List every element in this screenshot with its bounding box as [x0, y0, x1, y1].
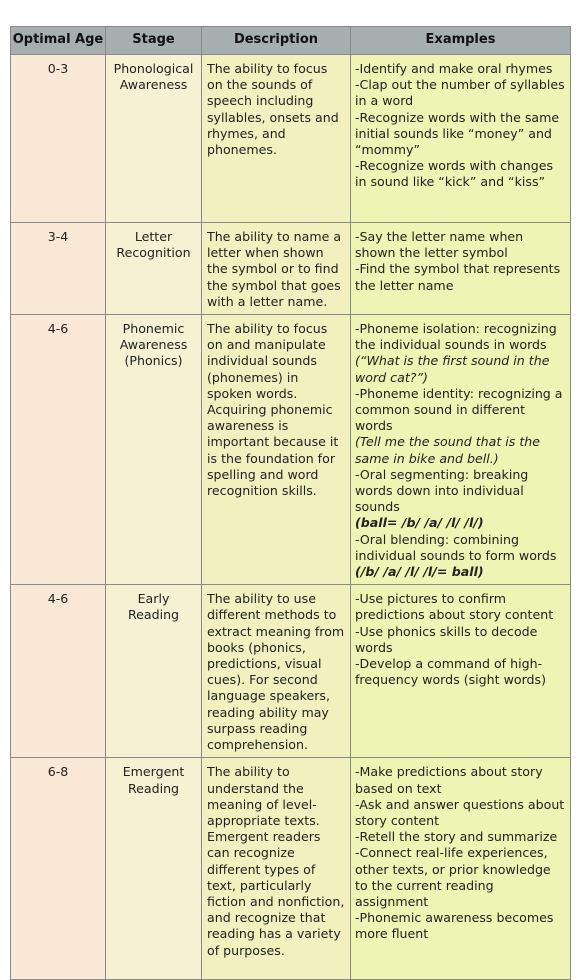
- reading-stages-table: [10, 26, 571, 980]
- example-item: -Clap out the number of syllables in a word: [355, 77, 565, 109]
- example-item: -Retell the story and summarize: [355, 829, 558, 845]
- example-item: -Use phonics skills to decode words: [355, 623, 538, 655]
- age-cell: 6-8: [11, 758, 106, 980]
- example-item: (ball= /b/ /a/ /l/ /l/): [355, 515, 484, 531]
- description-cell: The ability to focus on and manipulate individual sounds (phonemes) in spoken words. Acquiring phonemic awareness is important because it is the foundation for spelling and word recognition skills.: [202, 315, 351, 585]
- example-item: -Phonemic awareness becomes more fluent: [355, 910, 554, 942]
- table-row: [11, 55, 571, 223]
- description-cell: The ability to name a letter when shown the symbol or to find the symbol that goes with a letter name.: [202, 223, 351, 315]
- examples-cell: [351, 585, 571, 758]
- stage-cell: Early Reading: [106, 585, 202, 758]
- age-cell: 4-6: [11, 585, 106, 758]
- example-item: -Develop a command of high-frequency words (sight words): [355, 656, 547, 688]
- header-optimal-age: Optimal Age: [11, 27, 106, 55]
- table-row: [11, 315, 571, 585]
- example-item: -Find the symbol that represents the letter name: [355, 261, 561, 293]
- description-cell: The ability to use different methods to extract meaning from books (phonics, predictions, visual cues). For second language speakers, reading ability may surpass reading comprehension.: [202, 585, 351, 758]
- age-cell: 3-4: [11, 223, 106, 315]
- example-item: -Use pictures to confirm predictions about story content: [355, 591, 554, 623]
- example-item: -Identify and make oral rhymes: [355, 61, 553, 76]
- stage-cell: Phonological Awareness: [106, 55, 202, 223]
- example-item: -Recognize words with the same initial sounds like “money” and “mommy”: [355, 109, 560, 158]
- header-description: Description: [202, 27, 351, 55]
- examples-cell: [351, 223, 571, 315]
- description-cell: The ability to focus on the sounds of speech including syllables, onsets and rhymes, and phonemes.: [202, 55, 351, 223]
- header-examples: Examples: [351, 27, 571, 55]
- reading-stages-table-container: [10, 26, 570, 980]
- stage-cell: Emergent Reading: [106, 758, 202, 980]
- examples-cell: [351, 758, 571, 980]
- example-item: -Say the letter name when shown the letter symbol: [355, 229, 524, 261]
- example-item: -Oral segmenting: breaking words down into individual sounds: [355, 466, 529, 515]
- table-row: [11, 585, 571, 758]
- example-item: -Phoneme identity: recognizing a common sound in different words: [355, 385, 563, 434]
- example-item: -Connect real-life experiences, other texts, or prior knowledge to the current reading assignment: [355, 845, 551, 909]
- header-row: [11, 27, 571, 55]
- age-cell: 0-3: [11, 55, 106, 223]
- header-stage: Stage: [106, 27, 202, 55]
- table-row: [11, 223, 571, 315]
- example-item: -Phoneme isolation: recognizing the individual sounds in words: [355, 321, 557, 353]
- example-item: -Oral blending: combining individual sounds to form words: [355, 531, 557, 563]
- table-body: [11, 55, 571, 980]
- example-item: -Ask and answer questions about story content: [355, 796, 565, 828]
- examples-cell: [351, 55, 571, 223]
- stage-cell: Letter Recognition: [106, 223, 202, 315]
- examples-cell: [351, 315, 571, 585]
- example-item: (Tell me the sound that is the same in bike and bell.): [355, 434, 541, 466]
- example-item: (“What is the first sound in the word cat?”): [355, 353, 550, 385]
- table-row: [11, 758, 571, 980]
- stage-cell: Phonemic Awareness (Phonics): [106, 315, 202, 585]
- example-item: (/b/ /a/ /l/ /l/= ball): [355, 564, 484, 580]
- age-cell: 4-6: [11, 315, 106, 585]
- example-item: -Make predictions about story based on text: [355, 764, 543, 796]
- example-item: -Recognize words with changes in sound like “kick” and “kiss”: [355, 158, 554, 190]
- description-cell: The ability to understand the meaning of level-appropriate texts. Emergent readers can recognize different types of text, particularly fiction and nonfiction, and recognize that reading has a variety of purposes.: [202, 758, 351, 980]
